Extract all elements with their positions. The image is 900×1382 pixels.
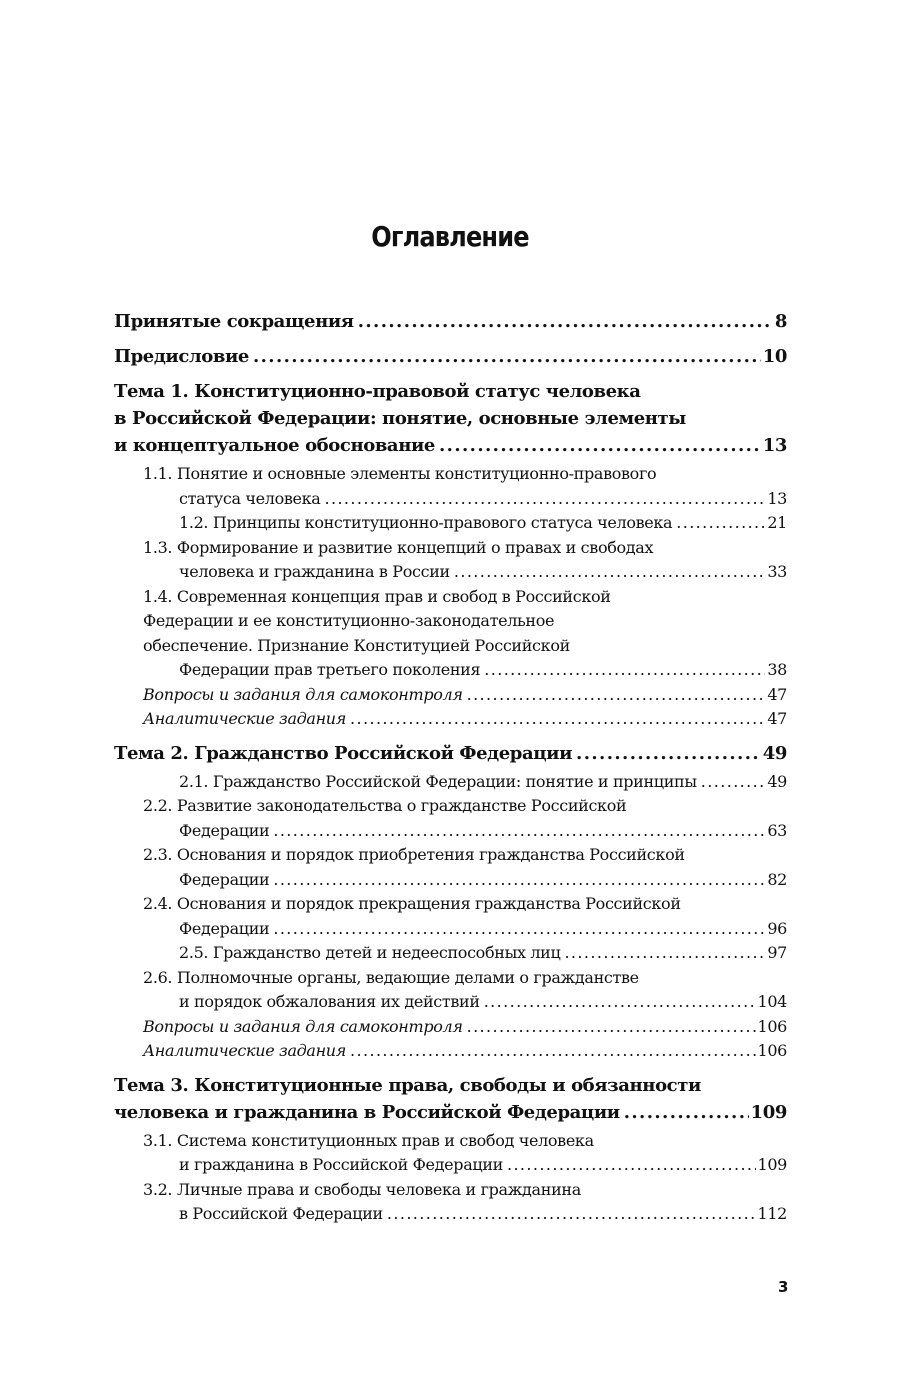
toc-entry-text: в Российской Федерации [179,1204,383,1223]
toc-entry-page: 33 [767,562,787,581]
toc-entry-last-line [114,432,787,459]
toc-entry-last-line [179,1202,787,1227]
dot-leader [350,1039,756,1064]
toc-entry-text: 2.5. Гражданство детей и недееспособных лиц [179,943,561,962]
toc-entry-last-line [179,487,787,512]
toc-entry-text: Аналитические задания [143,1041,346,1060]
toc-entry-last-line [179,917,787,942]
toc-entry-page: 96 [767,918,787,938]
toc-entry-text: в Российской Федерации: понятие, основные элементы [114,408,686,429]
toc-assignment-entry [114,707,787,732]
toc-entry-last-line [114,308,787,335]
dot-leader [507,1153,756,1178]
dot-leader [564,941,765,966]
toc-entry-text: 2.4. Основания и порядок прекращения гражданства Российской [143,894,681,913]
toc-entry-last-line [143,707,787,732]
toc-section-entry [114,892,787,941]
toc-entry-text: Федерации [179,918,270,938]
toc-entry-last-line [143,683,787,708]
toc-section-entry [114,511,787,536]
toc-entry-last-line [179,770,787,795]
toc-entry-text: 1.3. Формирование и развитие концепций о правах и свободах [143,537,654,557]
toc-entry-page: 112 [757,1204,787,1223]
dot-leader [439,432,761,459]
toc-assignment-entry [114,1039,787,1064]
dot-leader [273,819,765,844]
toc-entry-text: обеспечение. Признание Конституцией Российской [143,635,570,655]
toc-entry-page: 106 [757,1016,787,1036]
toc-entry-text: Вопросы и задания для самоконтроля [143,1016,463,1036]
dot-leader [484,990,756,1015]
toc-chapter-entry [114,343,787,370]
toc-entry-last-line [179,658,787,683]
toc-assignment-entry [114,1015,787,1040]
toc-entry-page: 49 [762,742,787,764]
dot-leader [454,560,765,585]
toc-chapter-entry [114,378,787,459]
toc-entry-text: Федерации прав третьего поколения [179,660,481,679]
dot-leader [576,740,761,767]
dot-leader [350,707,765,732]
toc-section-entry [114,966,787,1015]
toc-entry-text: Федерации [179,869,270,889]
toc-chapter-entry [114,308,787,335]
toc-entry-text: 3.2. Личные права и свободы человека и гражданина [143,1179,581,1199]
toc-entry-page: 13 [767,488,787,508]
dot-leader [467,1015,756,1040]
toc-entry-page: 10 [762,346,787,367]
toc-entry-page: 104 [757,992,787,1011]
toc-entry-last-line [114,343,787,370]
dot-leader [701,770,766,795]
toc-entry-text: Тема 1. Конституционно-правовой статус человека [114,381,641,402]
toc-entry-last-line [179,941,787,966]
dot-leader [273,917,765,942]
toc-assignment-entry [114,683,787,708]
toc-entry-text: 2.6. Полномочные органы, ведающие делами о гражданстве [143,967,639,987]
dot-leader [273,868,765,893]
toc-entry-last-line [179,511,787,536]
dot-leader [467,683,766,708]
toc-entry-text: человека и гражданина в России [179,562,450,581]
toc-entry-text: Федерации и ее конституционно-законодательное [143,611,555,630]
toc-entry-last-line [114,740,787,767]
toc-section-entry [114,1129,787,1178]
page-number: 3 [778,1278,789,1296]
toc-entry-text: человека и гражданина в Российской Федерации [114,1101,620,1123]
toc-chapter-entry [114,1072,787,1126]
toc-section-entry [114,843,787,892]
toc-section-entry [114,794,787,843]
toc-entry-text: Тема 3. Конституционные права, свободы и обязанности [114,1074,701,1096]
toc-entry-page: 82 [767,869,787,889]
toc-entry-text: статуса человека [179,488,321,508]
toc-entry-text: 2.2. Развитие законодательства о гражданстве Российской [143,796,627,815]
toc-entry-page: 63 [767,820,787,840]
dot-leader [484,658,765,683]
toc-entry-page: 8 [774,311,787,332]
toc-entry-page: 21 [767,513,787,532]
toc-entry-page: 49 [767,771,787,791]
toc-entry-last-line [179,560,787,585]
toc-entry-last-line [179,1153,787,1178]
toc-entry-page: 106 [757,1041,787,1060]
toc-entry-text: 2.1. Гражданство Российской Федерации: понятие и принципы [179,771,697,791]
toc-entry-text: Тема 2. Гражданство Российской Федерации [114,742,573,764]
toc-entry-text: Предисловие [114,346,249,367]
toc-section-entry [114,941,787,966]
page-title: Оглавление [371,220,529,253]
dot-leader [358,308,773,335]
toc-entry-last-line [179,819,787,844]
dot-leader [324,487,765,512]
toc-entry-page: 109 [750,1101,787,1123]
toc-section-entry [114,770,787,795]
toc-section-entry [114,585,787,683]
toc-section-entry [114,1178,787,1227]
dot-leader [387,1202,756,1227]
dot-leader [676,511,765,536]
toc-entry-text: 1.4. Современная концепция прав и свобод в Российской [143,586,611,606]
toc-entry-text: 2.3. Основания и порядок приобретения гражданства Российской [143,845,685,864]
toc-entry-text: 3.1. Система конституционных прав и свобод человека [143,1130,594,1150]
toc-entry-text: Аналитические задания [143,709,346,728]
toc-entry-page: 13 [762,435,787,456]
toc-entry-page: 38 [767,660,787,679]
toc-entry-last-line [143,1015,787,1040]
toc-entry-page: 47 [767,709,787,728]
toc-entry-text: 1.2. Принципы конституционно-правового статуса человека [179,513,673,532]
toc-entry-last-line [179,868,787,893]
toc-entry-text: и гражданина в Российской Федерации [179,1155,503,1174]
dot-leader [624,1099,749,1126]
toc-entry-last-line [114,1099,787,1126]
table-of-contents [114,308,787,1227]
toc-entry-text: Принятые сокращения [114,311,354,332]
toc-entry-last-line [179,990,787,1015]
dot-leader [253,343,761,370]
toc-section-entry [114,462,787,511]
toc-entry-last-line [143,1039,787,1064]
toc-entry-page: 109 [757,1155,787,1174]
toc-chapter-entry [114,740,787,767]
toc-entry-text: 1.1. Понятие и основные элементы конституционно-правового [143,464,657,483]
toc-section-entry [114,536,787,585]
toc-entry-text: Федерации [179,820,270,840]
toc-entry-text: и порядок обжалования их действий [179,992,480,1011]
toc-entry-text: и концептуальное обоснование [114,435,435,456]
toc-entry-page: 97 [767,943,787,962]
toc-entry-page: 47 [767,684,787,704]
toc-entry-text: Вопросы и задания для самоконтроля [143,684,463,704]
